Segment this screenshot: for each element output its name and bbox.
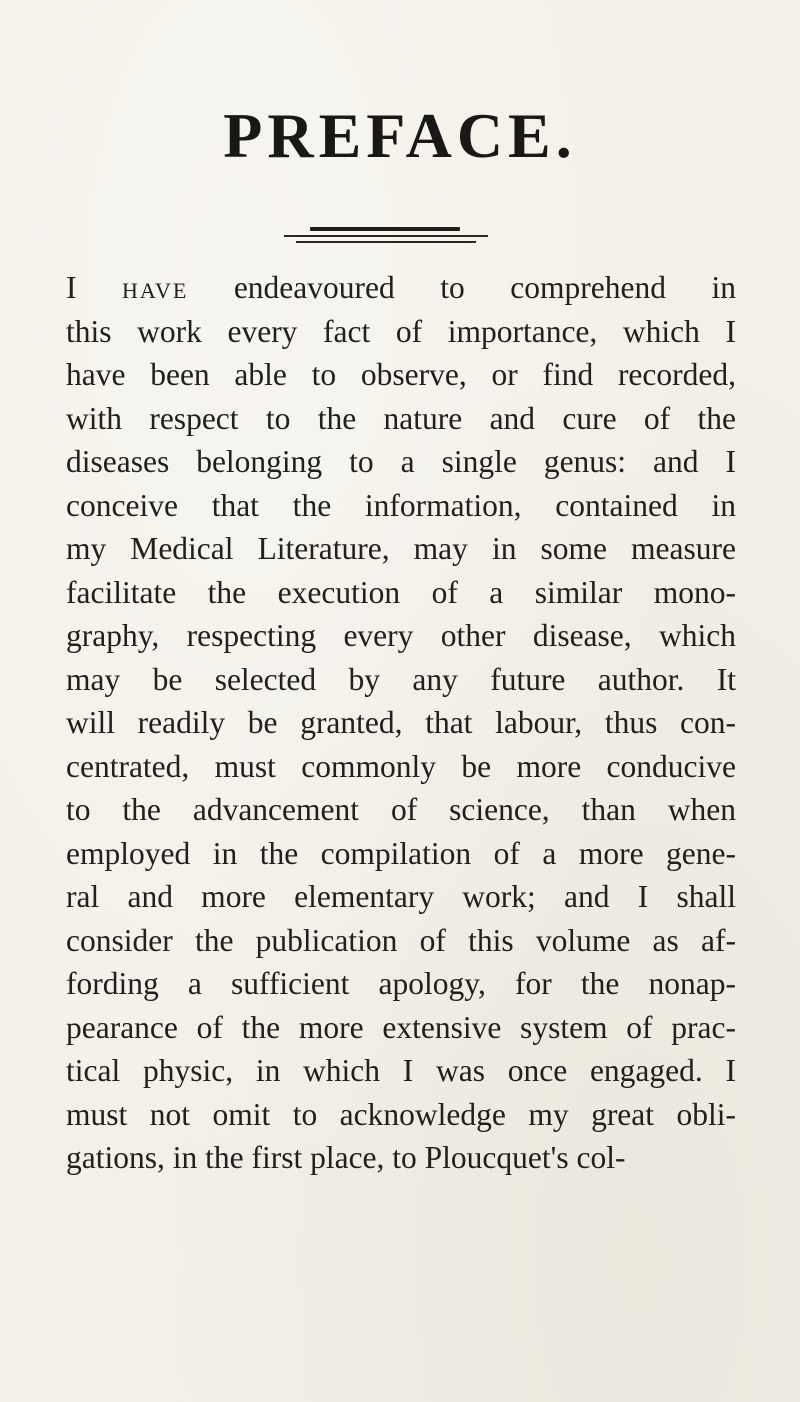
divider-thin-rule-lower <box>296 241 476 243</box>
text-line: must not omit to acknowledge my great obli- <box>66 1096 736 1132</box>
text-line: this work every fact of importance, which I <box>66 313 736 349</box>
opening-smallcaps: have <box>122 270 189 305</box>
opening-initial: I <box>66 270 77 305</box>
text-line: have been able to observe, or find recorded, <box>66 357 736 392</box>
text-line: tical physic, in which I was once engaged. I <box>66 1053 736 1088</box>
text-line: graphy, respecting every other disease, which <box>66 618 736 653</box>
text-line: fording a sufficient apology, for the nonap- <box>66 966 736 1001</box>
text-line: centrated, must commonly be more conducive <box>66 748 736 784</box>
text-line-opening <box>66 266 736 310</box>
title-divider <box>284 227 488 243</box>
text-line: facilitate the execution of a similar mono- <box>66 574 736 610</box>
text-line: employed in the compilation of a more gene- <box>66 835 736 871</box>
text-line: gations, in the first place, to Ploucquet's col- <box>66 1140 626 1175</box>
preface-body <box>66 266 736 1180</box>
text-line: diseases belonging to a single genus: and I <box>66 444 736 479</box>
divider-thin-rule <box>284 235 488 237</box>
text-line: conceive that the information, contained in <box>66 487 736 523</box>
text-line: to the advancement of science, than when <box>66 792 736 827</box>
text-line: ral and more elementary work; and I shall <box>66 879 736 914</box>
text-line: will readily be granted, that labour, thus con- <box>66 705 736 740</box>
opening-rest: endeavoured to comprehend in <box>188 270 736 305</box>
text-line: with respect to the nature and cure of the <box>66 400 736 436</box>
divider-thick-rule <box>310 227 460 231</box>
text-line: my Medical Literature, may in some measure <box>66 531 736 566</box>
text-line: consider the publication of this volume as af- <box>66 922 736 958</box>
text-line: may be selected by any future author. It <box>66 661 736 697</box>
page-title: PREFACE. <box>223 100 577 171</box>
text-line: pearance of the more extensive system of prac- <box>66 1009 736 1045</box>
